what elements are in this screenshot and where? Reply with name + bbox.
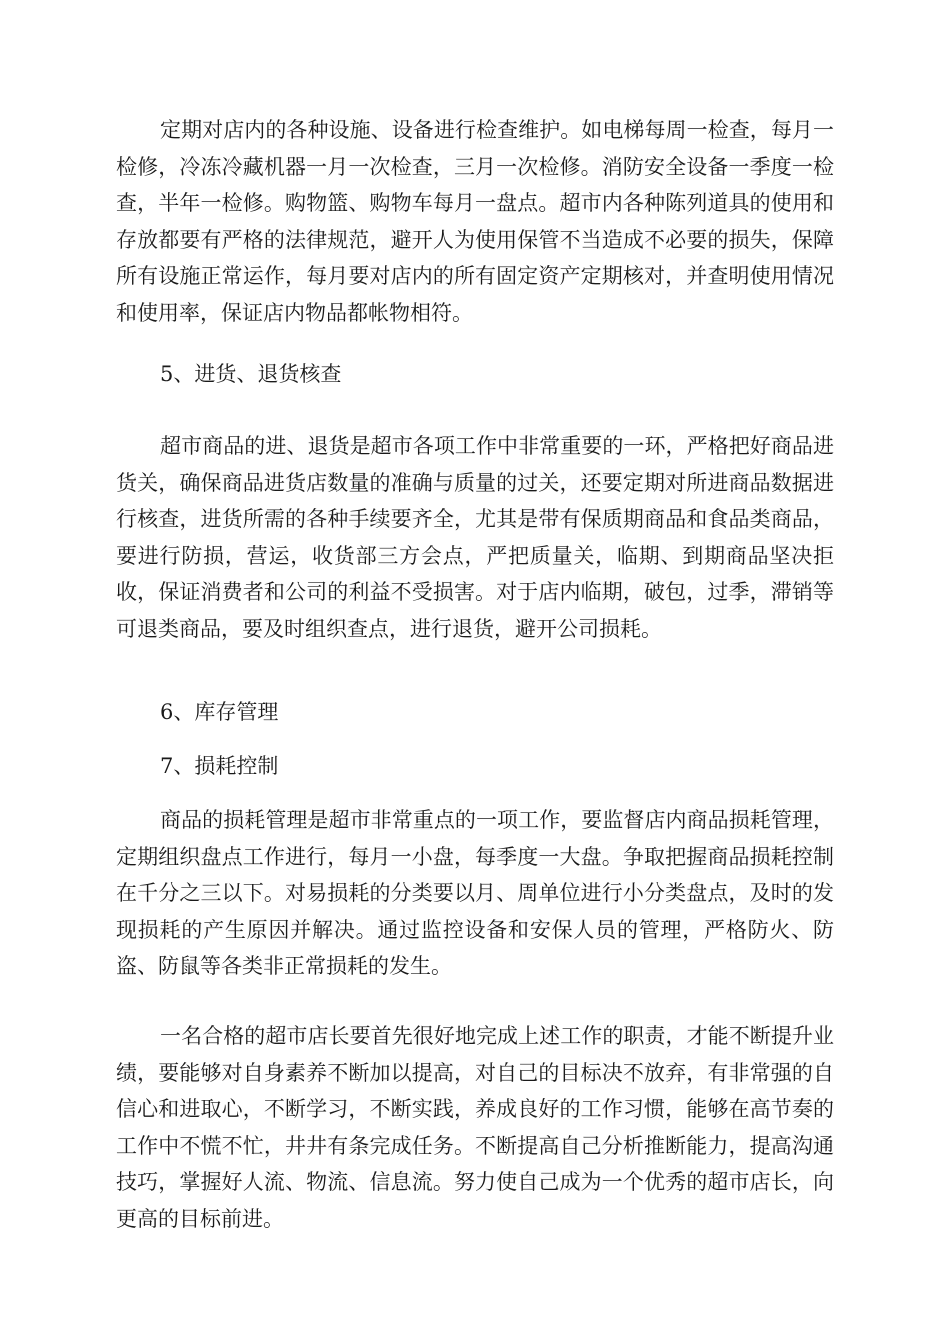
paragraph-loss-control: 商品的损耗管理是超市非常重点的一项工作，要监督店内商品损耗管理，定期组织盘点工作进行，每月一小盘，每季度一大盘。争取把握商品损耗控制在千分之三以下。对易损耗的分类要以月、周单位进行小分类盘点，及时的发现损耗的产生原因并解决。通过监控设备和安保人员的管理，严格防火、防盗、防鼠等各类非正常损耗的发生。: [116, 808, 834, 978]
section-heading-inventory: 6、库存管理: [160, 700, 279, 724]
section-heading-loss-control: 7、损耗控制: [160, 754, 279, 778]
paragraph-facility-maintenance: 定期对店内的各种设施、设备进行检查维护。如电梯每周一检查，每月一检修，冷冻冷藏机器一月一次检查，三月一次检修。消防安全设备一季度一检查，半年一检修。购物篮、购物车每月一盘点。超市内各种陈列道具的使用和存放都要有严格的法律规范，避开人为使用保管不当造成不必要的损失，保障所有设施正常运作，每月要对店内的所有固定资产定期核对，并查明使用情况和使用率，保证店内物品都帐物相符。: [116, 118, 834, 325]
section-heading-purchase-return: 5、进货、退货核查: [160, 362, 342, 386]
paragraph-conclusion: 一名合格的超市店长要首先很好地完成上述工作的职责，才能不断提升业绩，要能够对自身素养不断加以提高，对自己的目标决不放弃，有非常强的自信心和进取心，不断学习，不断实践，养成良好的工作习惯，能够在高节奏的工作中不慌不忙，井井有条完成任务。不断提高自己分析推断能力，提高沟通技巧，掌握好人流、物流、信息流。努力使自己成为一个优秀的超市店长，向更高的目标前进。: [116, 1024, 834, 1231]
paragraph-purchase-return: 超市商品的进、退货是超市各项工作中非常重要的一环，严格把好商品进货关，确保商品进货店数量的准确与质量的过关，还要定期对所进商品数据进行核查，进货所需的各种手续要齐全，尤其是带有保质期商品和食品类商品，要进行防损，营运，收货部三方会点，严把质量关，临期、到期商品坚决拒收，保证消费者和公司的利益不受损害。对于店内临期，破包，过季，滞销等可退类商品，要及时组织查点，进行退货，避开公司损耗。: [116, 434, 834, 641]
